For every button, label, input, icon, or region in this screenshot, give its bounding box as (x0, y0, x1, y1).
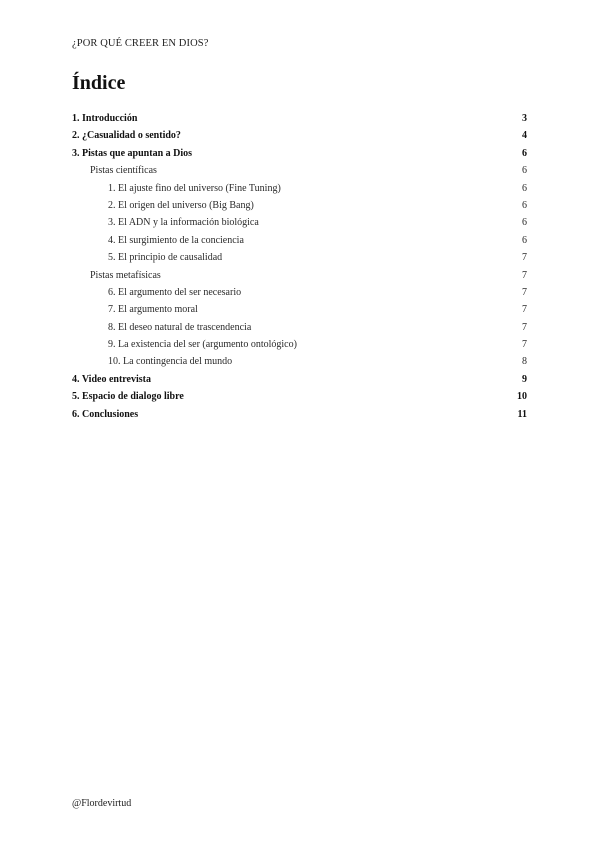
toc-entry-label: 1. El ajuste fino del universo (Fine Tuning) (108, 182, 281, 194)
toc-entry[interactable] (72, 180, 527, 197)
toc-entry-page-number: 3 (522, 113, 527, 124)
toc-entry-page-number: 7 (522, 269, 527, 281)
toc-entry-label: 6. Conclusiones (72, 408, 139, 420)
toc-entry-label: 5. Espacio de dialogo libre (72, 391, 184, 403)
toc-entry-page-number: 4 (522, 130, 527, 142)
toc-entry-page-number: 6 (522, 182, 527, 194)
toc-entry-label: 8. El deseo natural de trascendencia (108, 321, 252, 333)
toc-entry-page-number: 8 (522, 356, 527, 368)
toc-entry[interactable] (72, 353, 527, 370)
toc-entry[interactable] (72, 214, 527, 231)
toc-entry-page-number: 6 (522, 217, 527, 229)
toc-entry[interactable] (72, 284, 527, 301)
toc-entry-label: 9. La existencia del ser (argumento ontológico) (108, 339, 297, 351)
toc-entry-label: 10. La contingencia del mundo (108, 356, 233, 368)
footer-handle: @Flordevirtud (72, 798, 132, 809)
toc-entry-page-number: 7 (522, 321, 527, 333)
toc-entry-page-number: 11 (517, 408, 527, 420)
toc-entry-page-number: 6 (522, 234, 527, 246)
running-header: ¿POR QUÉ CREER EN DIOS? (72, 38, 209, 49)
toc-entry-label: 3. El ADN y la información biológica (108, 217, 259, 229)
toc-entry-label: 6. El argumento del ser necesario (108, 286, 242, 298)
toc-entry-page-number: 7 (522, 339, 527, 351)
toc-entry-page-number: 7 (522, 286, 527, 298)
toc-entry-page-number: 6 (522, 147, 527, 159)
toc-entry[interactable] (72, 145, 527, 162)
toc-entry-label: 5. El principio de causalidad (108, 252, 223, 264)
toc-entry[interactable] (72, 249, 527, 266)
index-heading: Índice (72, 72, 126, 94)
toc-entry[interactable] (72, 406, 527, 423)
toc-entry-page-number: 6 (522, 165, 527, 177)
toc-entry[interactable] (72, 232, 527, 249)
toc-entry-label: Pistas científicas (90, 165, 157, 177)
toc-entry-label: 4. El surgimiento de la conciencia (108, 234, 244, 246)
toc-entry[interactable] (72, 110, 527, 127)
toc-entry[interactable] (72, 127, 527, 144)
toc-entry-label: 1. Introducción (72, 113, 138, 124)
toc-entry-label: 4. Video entrevista (72, 373, 151, 385)
toc-entry-page-number: 7 (522, 304, 527, 316)
toc-entry[interactable] (72, 162, 527, 179)
toc-entry[interactable] (72, 388, 527, 405)
toc-entry-label: 2. ¿Casualidad o sentido? (72, 130, 181, 142)
toc-entry-page-number: 9 (522, 373, 527, 385)
toc-entry-label: 2. El origen del universo (Big Bang) (108, 199, 254, 211)
toc-entry-page-number: 7 (522, 252, 527, 264)
toc-entry[interactable] (72, 336, 527, 353)
toc-entry-page-number: 6 (522, 199, 527, 211)
toc-entry-label: 3. Pistas que apuntan a Dios (72, 147, 193, 159)
toc-entry[interactable] (72, 197, 527, 214)
table-of-contents (72, 110, 527, 423)
toc-entry-page-number: 10 (517, 391, 527, 403)
toc-entry-label: Pistas metafísicas (90, 269, 161, 281)
toc-entry-label: 7. El argumento moral (108, 304, 198, 316)
toc-entry[interactable] (72, 319, 527, 336)
toc-entry[interactable] (72, 301, 527, 318)
toc-entry[interactable] (72, 371, 527, 388)
toc-entry[interactable] (72, 267, 527, 284)
